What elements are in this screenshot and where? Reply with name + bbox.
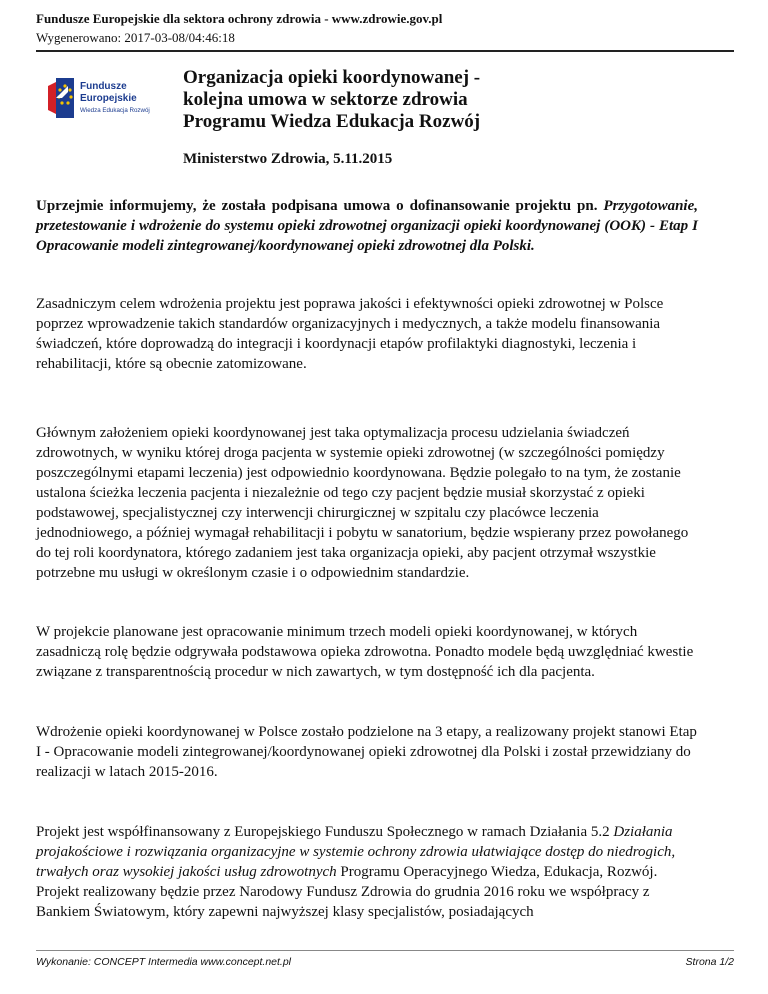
article-title-line: Programu Wiedza Edukacja Rozwój xyxy=(183,111,481,132)
lead-text: Uprzejmie informujemy, że została podpisana umowa o dofinansowanie projektu pn. xyxy=(36,198,598,214)
footer-credit: Wykonanie: CONCEPT Intermedia www.concept.net.pl xyxy=(36,956,292,968)
footer-divider xyxy=(36,950,734,951)
fe-logo-graphic xyxy=(46,72,164,122)
article-title-line: kolejna umowa w sektorze zdrowia xyxy=(183,89,468,110)
page-footer xyxy=(36,956,734,968)
header-title: Fundusze Europejskie dla sektora ochrony zdrowia - www.zdrowie.gov.pl xyxy=(36,11,443,26)
article-source: Ministerstwo Zdrowia, 5.11.2015 xyxy=(183,151,393,167)
funding-text-a: Projekt jest współfinansowany z Europejskiego Funduszu Społecznego w ramach Działania 5.2 xyxy=(36,824,610,840)
paragraph-assumption: Głównym założeniem opieki koordynowanej jest taka optymalizacja procesu udzielania świadczeń zdrowotnych, w wyniku której droga pacjenta w systemie opieki zdrowotnej (w szczególności pomiędzy poszczególnymi etapami leczenia) jest odpowiednio koordynowana. Będzie polegało to na tym, że zostanie ustalona ścieżka leczenia pacjenta i niezależnie od tego czy pacjent będzie musiał skorzystać z opieki podstawowej, specjalistycznej czy interwencji chirurgicznej w szpitalu czy placówce leczenia jednodniowego, a później wymagał rehabilitacji i pobytu w sanatorium, będzie wspierany przez powołanego do tej roli koordynatora, którego zadaniem jest taka organizacja opieki, aby pacjent otrzymał wszystkie potrzebne mu usługi w określonym czasie i o odpowiednim standardzie. xyxy=(36,425,689,581)
page-number: Strona 1/2 xyxy=(685,956,734,968)
project-name: Przygotowanie, przetestowanie i wdrożenie do systemu opieki zdrowotnej organizacji opieki koordynowanej (OOK) - Etap I Opracowanie modeli zintegrowanej/koordynowanej opieki zdrowotnej dla Polski. xyxy=(36,198,699,254)
article-heading xyxy=(183,67,703,168)
article-body xyxy=(36,196,698,922)
paragraph-funding xyxy=(36,822,698,922)
header-divider xyxy=(36,50,734,52)
article-title xyxy=(183,67,703,133)
fundusze-europejskie-logo xyxy=(46,72,164,122)
paragraph-stages: Wdrożenie opieki koordynowanej w Polsce zostało podzielone na 3 etapy, a realizowany projekt stanowi Etap I - Opracowanie modeli zintegrowanej/koordynowanej opieki zdrowotnej dla Polski i został przewidziany do realizacji w latach 2015-2016. xyxy=(36,724,697,780)
logo-line2: Europejskie xyxy=(80,93,137,104)
logo-line1: Fundusze xyxy=(80,81,127,92)
funding-text-b: Programu Operacyjnego Wiedza, Edukacja, Rozwój. Projekt realizowany będzie przez Narodowy Fundusz Zdrowia do grudnia 2016 roku we współpracy z Bankiem Światowym, który zapewni najwyższej klasy specjalistów, posiadających xyxy=(36,864,658,920)
paragraph-goal: Zasadniczym celem wdrożenia projektu jest poprawa jakości i efektywności opieki zdrowotnej w Polsce poprzez wprowadzenie takich standardów organizacyjnych i medycznych, a także modelu finansowania świadczeń, które doprowadzą do integracji i koordynacji etapów profilaktyki diagnostyki, leczenia i rehabilitacji, które są obecnie zatomizowane. xyxy=(36,296,664,372)
generated-date: Wygenerowano: 2017-03-08/04:46:18 xyxy=(36,30,235,45)
paragraph-models: W projekcie planowane jest opracowanie minimum trzech modeli opieki koordynowanej, w których zasadniczą rolę będzie odgrywała podstawowa opieka zdrowotna. Ponadto modele będą uwzględniać kwestie związane z transparentnością procedur w nich zawartych, w tym dostępność ich dla pacjenta. xyxy=(36,624,694,680)
page-header xyxy=(36,11,746,46)
article-title-line: Organizacja opieki koordynowanej - xyxy=(183,67,481,88)
lead-paragraph xyxy=(36,196,698,256)
funding-action-name: Działania projakościowe i rozwiązania organizacyjne w systemie ochrony zdrowia ułatwiające dostęp do niedrogich, trwałych oraz wysokiej jakości usług zdrowotnych xyxy=(36,824,676,880)
logo-line3: Wiedza Edukacja Rozwój xyxy=(80,107,150,114)
